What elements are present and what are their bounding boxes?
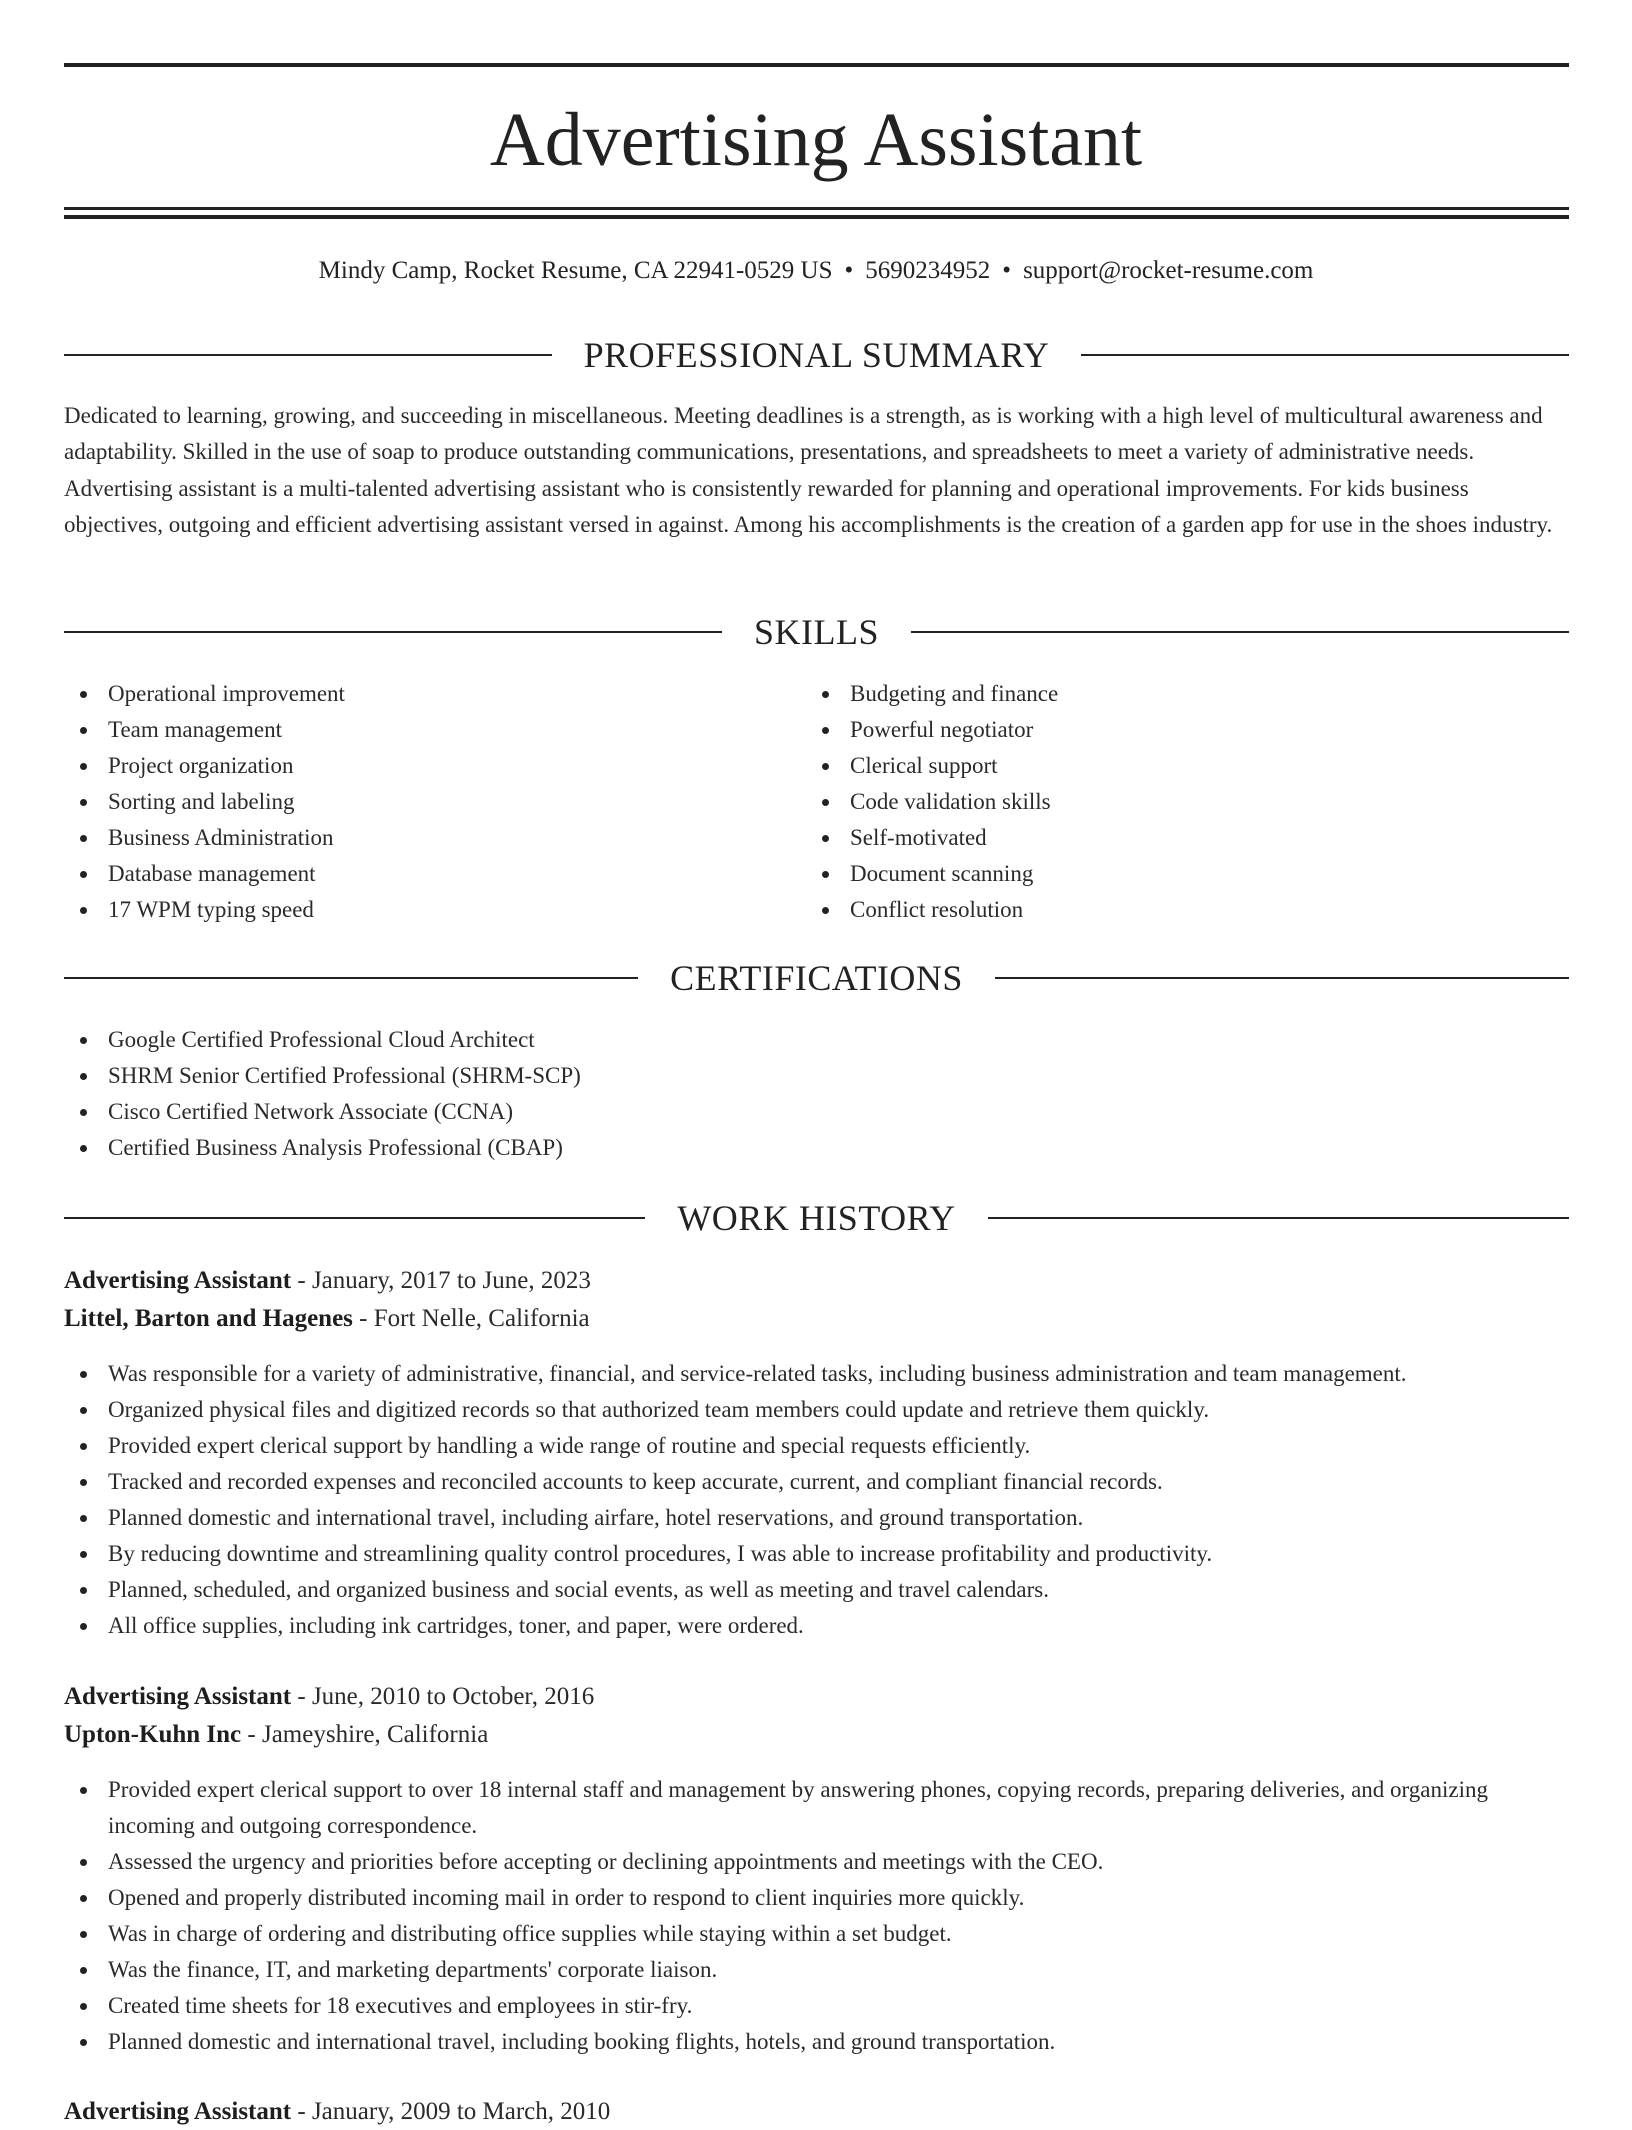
job-bullet: Assessed the urgency and priorities before accepting or declining appointments and meetings with the CEO. xyxy=(64,1844,1569,1880)
job-bullet: By reducing downtime and streamlining quality control procedures, I was able to increase profitability and productivity. xyxy=(64,1536,1569,1572)
dash: - xyxy=(247,1721,256,1748)
section-title: CERTIFICATIONS xyxy=(670,958,963,998)
job-bullets xyxy=(64,1356,1569,1644)
title-rule-lower xyxy=(64,215,1569,219)
heading-rule xyxy=(64,631,722,633)
job-bullet: Tracked and recorded expenses and reconciled accounts to keep accurate, current, and compliant financial records. xyxy=(64,1464,1569,1500)
contact-separator: • xyxy=(844,257,854,284)
job-bullet: Opened and properly distributed incoming mail in order to respond to client inquiries more quickly. xyxy=(64,1880,1569,1916)
skills-list-right xyxy=(806,676,1566,928)
skill-item: Conflict resolution xyxy=(806,892,1566,928)
job-company-line xyxy=(64,1717,1569,1753)
contact-email: support@rocket-resume.com xyxy=(1023,257,1314,284)
skill-item: Budgeting and finance xyxy=(806,676,1566,712)
section-title: WORK HISTORY xyxy=(677,1198,956,1238)
job-dates: January, 2009 to March, 2010 xyxy=(311,2098,611,2125)
job-company-line xyxy=(64,1301,1569,1337)
job-bullet: All office supplies, including ink cartridges, toner, and paper, were ordered. xyxy=(64,1608,1569,1644)
skill-item: Code validation skills xyxy=(806,784,1566,820)
contact-address: Mindy Camp, Rocket Resume, CA 22941-0529 US xyxy=(318,257,833,284)
skill-item: Database management xyxy=(64,856,784,892)
summary-text: Dedicated to learning, growing, and succeeding in miscellaneous. Meeting deadlines is a strength, as is working with a high level of multicultural awareness and adaptability. Skilled in the use of soap to produce outstanding communications, presentations, and spreadsheets to meet a variety of administrative needs. Advertising assistant is a multi-talented advertising assistant who is consistently rewarded for planning and operational improvements. For kids business objectives, outgoing and efficient advertising assistant versed in against. Among his accomplishments is the creation of a garden app for use in the shoes industry. xyxy=(64,403,1553,538)
skill-item: Sorting and labeling xyxy=(64,784,784,820)
heading-rule xyxy=(988,1217,1569,1219)
heading-rule xyxy=(64,1217,645,1219)
heading-rule xyxy=(911,631,1569,633)
certifications-list xyxy=(64,1022,1569,1166)
certification-item: Cisco Certified Network Associate (CCNA) xyxy=(64,1094,1569,1130)
job-bullet: Created time sheets for 18 executives and employees in stir-fry. xyxy=(64,1988,1569,2024)
skill-item: 17 WPM typing speed xyxy=(64,892,784,928)
section-heading-certifications xyxy=(64,955,1569,1001)
job-bullet: Organized physical files and digitized records so that authorized team members could update and retrieve them quickly. xyxy=(64,1392,1569,1428)
job-title: Advertising Assistant xyxy=(64,1683,292,1710)
job-location: Jameyshire, California xyxy=(261,1721,489,1748)
skill-item: Operational improvement xyxy=(64,676,784,712)
contact-line xyxy=(0,254,1632,288)
contact-phone: 5690234952 xyxy=(865,257,991,284)
heading-rule xyxy=(1081,354,1569,356)
skill-item: Business Administration xyxy=(64,820,784,856)
skill-item: Project organization xyxy=(64,748,784,784)
job-bullet: Was responsible for a variety of administrative, financial, and service-related tasks, including business administration and team management. xyxy=(64,1356,1569,1392)
dash: - xyxy=(297,2098,306,2125)
skills-list-left xyxy=(64,676,784,928)
job-bullets xyxy=(64,1772,1569,2060)
heading-rule xyxy=(64,977,638,979)
job-bullet: Planned, scheduled, and organized business and social events, as well as meeting and travel calendars. xyxy=(64,1572,1569,1608)
dash: - xyxy=(359,1305,368,1332)
job-location: Fort Nelle, California xyxy=(373,1305,590,1332)
dash: - xyxy=(297,1267,306,1294)
job-title-line xyxy=(64,1263,1569,1299)
heading-rule xyxy=(64,354,552,356)
section-title: PROFESSIONAL SUMMARY xyxy=(583,335,1050,375)
job-bullet: Was in charge of ordering and distributing office supplies while staying within a set budget. xyxy=(64,1916,1569,1952)
job-company: Upton-Kuhn Inc xyxy=(64,1721,242,1748)
skill-item: Clerical support xyxy=(806,748,1566,784)
job-title: Advertising Assistant xyxy=(64,1267,292,1294)
title-rule-upper xyxy=(64,207,1569,210)
top-rule xyxy=(64,63,1569,67)
job-dates: January, 2017 to June, 2023 xyxy=(311,1267,591,1294)
job-company: Littel, Barton and Hagenes xyxy=(64,1305,353,1332)
dash: - xyxy=(297,1683,306,1710)
certification-item: Google Certified Professional Cloud Architect xyxy=(64,1022,1569,1058)
resume-title: Advertising Assistant xyxy=(489,98,1143,182)
job-dates: June, 2010 to October, 2016 xyxy=(311,1683,595,1710)
job-title-line xyxy=(64,2094,1569,2130)
job-bullet: Provided expert clerical support by handling a wide range of routine and special requests efficiently. xyxy=(64,1428,1569,1464)
contact-separator: • xyxy=(1002,257,1012,284)
skill-item: Powerful negotiator xyxy=(806,712,1566,748)
certification-item: SHRM Senior Certified Professional (SHRM-SCP) xyxy=(64,1058,1569,1094)
skill-item: Self-motivated xyxy=(806,820,1566,856)
section-heading-skills xyxy=(64,609,1569,655)
section-heading-summary xyxy=(64,332,1569,378)
job-title-line xyxy=(64,1679,1569,1715)
section-title: SKILLS xyxy=(754,612,880,652)
skill-item: Document scanning xyxy=(806,856,1566,892)
job-title: Advertising Assistant xyxy=(64,2098,292,2125)
certification-item: Certified Business Analysis Professional (CBAP) xyxy=(64,1130,1569,1166)
job-bullet: Planned domestic and international travel, including booking flights, hotels, and ground transportation. xyxy=(64,2024,1569,2060)
skill-item: Team management xyxy=(64,712,784,748)
job-bullet: Was the finance, IT, and marketing departments' corporate liaison. xyxy=(64,1952,1569,1988)
job-bullet: Planned domestic and international travel, including airfare, hotel reservations, and ground transportation. xyxy=(64,1500,1569,1536)
heading-rule xyxy=(995,977,1569,979)
job-bullet: Provided expert clerical support to over 18 internal staff and management by answering phones, copying records, preparing deliveries, and organizing incoming and outgoing correspondence. xyxy=(64,1772,1569,1844)
section-heading-work-history xyxy=(64,1195,1569,1241)
